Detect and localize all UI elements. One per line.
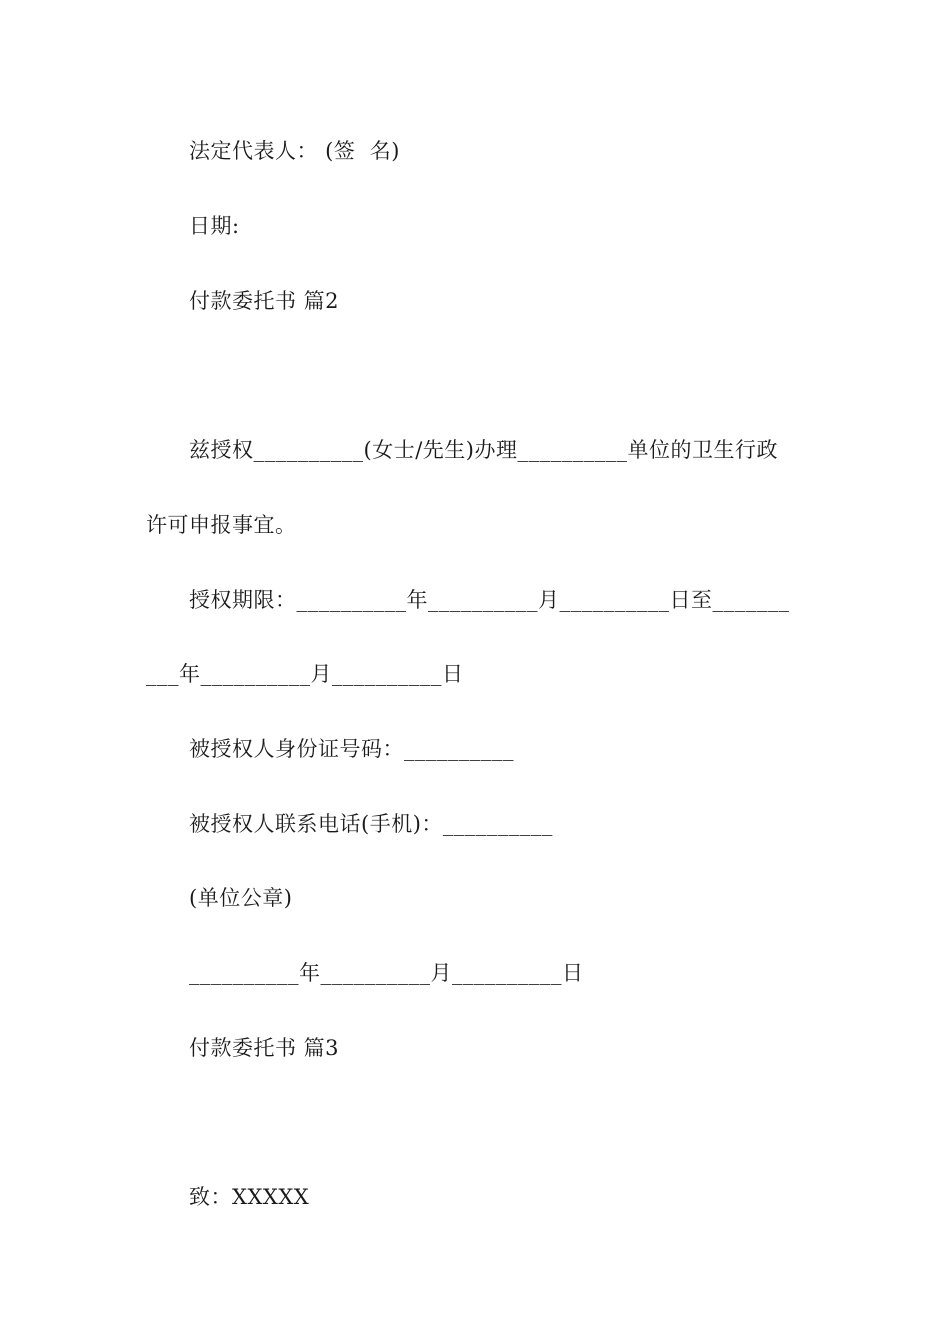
- signing-date-line: __________年__________月__________日: [189, 961, 584, 985]
- id-number-line: 被授权人身份证号码：__________: [189, 737, 514, 761]
- authorization-period-line-2: ___年__________月__________日: [146, 662, 464, 686]
- authorization-paragraph-line-1: 兹授权__________(女士/先生)办理__________单位的卫生行政: [189, 438, 778, 462]
- legal-representative-signature-line: 法定代表人： (签 名): [189, 139, 400, 163]
- authorization-period-line-1: 授权期限：__________年__________月__________日至_______: [189, 588, 790, 612]
- section-heading-3: 付款委托书 篇3: [189, 1036, 340, 1060]
- recipient-line: 致：XXXXX: [189, 1185, 310, 1209]
- phone-number-line: 被授权人联系电话(手机)：__________: [189, 812, 553, 836]
- section-heading-2: 付款委托书 篇2: [189, 289, 340, 313]
- authorization-paragraph-line-2: 许可申报事宜。: [146, 513, 297, 537]
- company-seal-line: (单位公章): [189, 886, 293, 910]
- date-line: 日期:: [189, 214, 240, 238]
